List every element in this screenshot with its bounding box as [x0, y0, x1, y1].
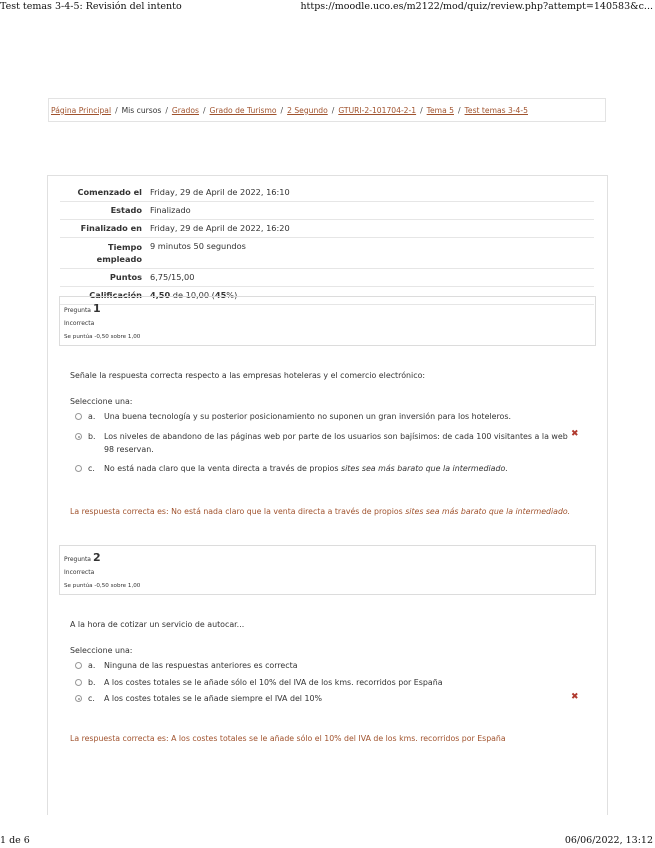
- summary-key: Finalizado en: [60, 220, 148, 238]
- breadcrumb-segundo[interactable]: 2 Segundo: [287, 105, 328, 115]
- summary-key: Comenzado el: [60, 184, 148, 202]
- breadcrumb: Página Principal / Mis cursos / Grados / Grado de Turismo / 2 Segundo / GTURI-2-101704-2-1 / Tema 5 / Test temas 3-4-5: [48, 98, 606, 122]
- question-state: Incorrecta: [64, 320, 95, 327]
- summary-row: [60, 184, 594, 202]
- radio-button[interactable]: [75, 679, 82, 686]
- print-datetime: 06/06/2022, 13:12: [564, 835, 653, 846]
- print-header: [0, 0, 655, 14]
- answer-option[interactable]: [75, 677, 575, 690]
- question-number-value: 1: [92, 302, 101, 315]
- answer-text: Ninguna de las respuestas anteriores es correcta: [104, 661, 298, 670]
- breadcrumb-tema[interactable]: Tema 5: [426, 105, 454, 115]
- answer-letter: a.: [88, 412, 96, 421]
- question-text: A la hora de cotizar un servicio de autocar...: [70, 620, 245, 629]
- grade-rest: de 10,00 (: [170, 290, 215, 300]
- radio-button[interactable]: [75, 413, 82, 420]
- summary-value: Finalizado: [148, 202, 594, 220]
- question-text: Señale la respuesta correcta respecto a las empresas hoteleras y el comercio electrónico:: [70, 371, 426, 380]
- summary-value: Friday, 29 de April de 2022, 16:20: [148, 220, 594, 238]
- radio-button-selected[interactable]: [75, 695, 82, 702]
- question-number: [64, 302, 101, 315]
- answer-text-italic: sites sea más barato que la intermediado.: [340, 464, 508, 473]
- answer-letter: c.: [88, 694, 95, 703]
- answer-prompt: Seleccione una:: [70, 397, 133, 406]
- incorrect-icon: ✖: [571, 429, 579, 439]
- answer-letter: a.: [88, 661, 96, 670]
- answer-option[interactable]: [75, 463, 575, 476]
- question-info-2: [59, 545, 596, 595]
- answer-option[interactable]: [75, 411, 575, 424]
- summary-row: [60, 202, 594, 220]
- summary-row: [60, 238, 594, 269]
- page-number: 1 de 6: [0, 835, 30, 846]
- question-number: [64, 551, 101, 564]
- summary-value: 6,75/15,00: [148, 269, 594, 287]
- radio-button[interactable]: [75, 662, 82, 669]
- feedback-text: La respuesta correcta es: No está nada claro que la venta directa a través de propios: [70, 507, 406, 516]
- summary-key: Calificación: [60, 287, 148, 305]
- answer-text: Los niveles de abandono de las páginas web por parte de los usuarios son bajísimos: de cada 100 visitantes a la web 98 reservan.: [104, 432, 568, 454]
- answer-text: A los costes totales se le añade sólo el 10% del IVA de los kms. recorridos por España: [104, 678, 443, 687]
- summary-key: Estado: [60, 202, 148, 220]
- question-grade: Se puntúa -0,50 sobre 1,00: [64, 334, 141, 340]
- answer-option[interactable]: [75, 660, 575, 673]
- radio-button-selected[interactable]: [75, 433, 82, 440]
- summary-value: 9 minutos 50 segundos: [148, 238, 594, 269]
- breadcrumb-quiz[interactable]: Test temas 3-4-5: [464, 105, 528, 115]
- summary-key: Puntos: [60, 269, 148, 287]
- attempt-summary-table: [60, 184, 594, 305]
- print-footer: [0, 834, 655, 848]
- summary-value: Friday, 29 de April de 2022, 16:10: [148, 184, 594, 202]
- correct-answer-feedback: [70, 734, 506, 743]
- answer-text-plain: No está nada claro que la venta directa a través de propios: [104, 464, 341, 473]
- breadcrumb-home[interactable]: Página Principal: [51, 105, 112, 115]
- question-info-1: [59, 296, 596, 346]
- correct-answer-feedback: [70, 507, 570, 516]
- question-label: Pregunta: [64, 307, 91, 314]
- feedback-italic: sites sea más barato que la intermediado.: [405, 507, 571, 516]
- answer-text: [104, 463, 575, 476]
- summary-row: [60, 269, 594, 287]
- question-state: Incorrecta: [64, 569, 95, 576]
- answer-letter: c.: [88, 464, 95, 473]
- feedback-text: La respuesta correcta es: A los costes totales se le añade sólo el 10% del IVA de los kms. recorridos por España: [70, 734, 506, 743]
- print-url: https://moodle.uco.es/m2122/mod/quiz/review.php?attempt=140583&c...: [300, 1, 653, 12]
- grade-suffix: %): [226, 290, 238, 300]
- answer-text: Una buena tecnología y su posterior posicionamiento no suponen un gran inversión para los hoteleros.: [104, 412, 511, 421]
- answer-prompt: Seleccione una:: [70, 646, 133, 655]
- question-grade: Se puntúa -0,50 sobre 1,00: [64, 583, 141, 589]
- breadcrumb-grado-turismo[interactable]: Grado de Turismo: [209, 105, 277, 115]
- grade-percent: 45: [214, 290, 227, 300]
- answer-option[interactable]: [75, 693, 575, 706]
- answer-letter: b.: [88, 678, 96, 687]
- summary-key: Tiempo empleado: [60, 238, 148, 269]
- answer-letter: b.: [88, 432, 96, 441]
- summary-row: [60, 220, 594, 238]
- answer-option[interactable]: [75, 431, 575, 456]
- radio-button[interactable]: [75, 465, 82, 472]
- grade-score: 4,50: [150, 290, 171, 300]
- breadcrumb-my-courses: Mis cursos: [121, 105, 162, 115]
- breadcrumb-course[interactable]: GTURI-2-101704-2-1: [338, 105, 417, 115]
- incorrect-icon: ✖: [571, 692, 579, 702]
- question-label: Pregunta: [64, 556, 91, 563]
- print-title: Test temas 3-4-5: Revisión del intento: [0, 1, 182, 12]
- breadcrumb-grados[interactable]: Grados: [171, 105, 199, 115]
- question-number-value: 2: [92, 551, 101, 564]
- answer-text: A los costes totales se le añade siempre el IVA del 10%: [104, 694, 323, 703]
